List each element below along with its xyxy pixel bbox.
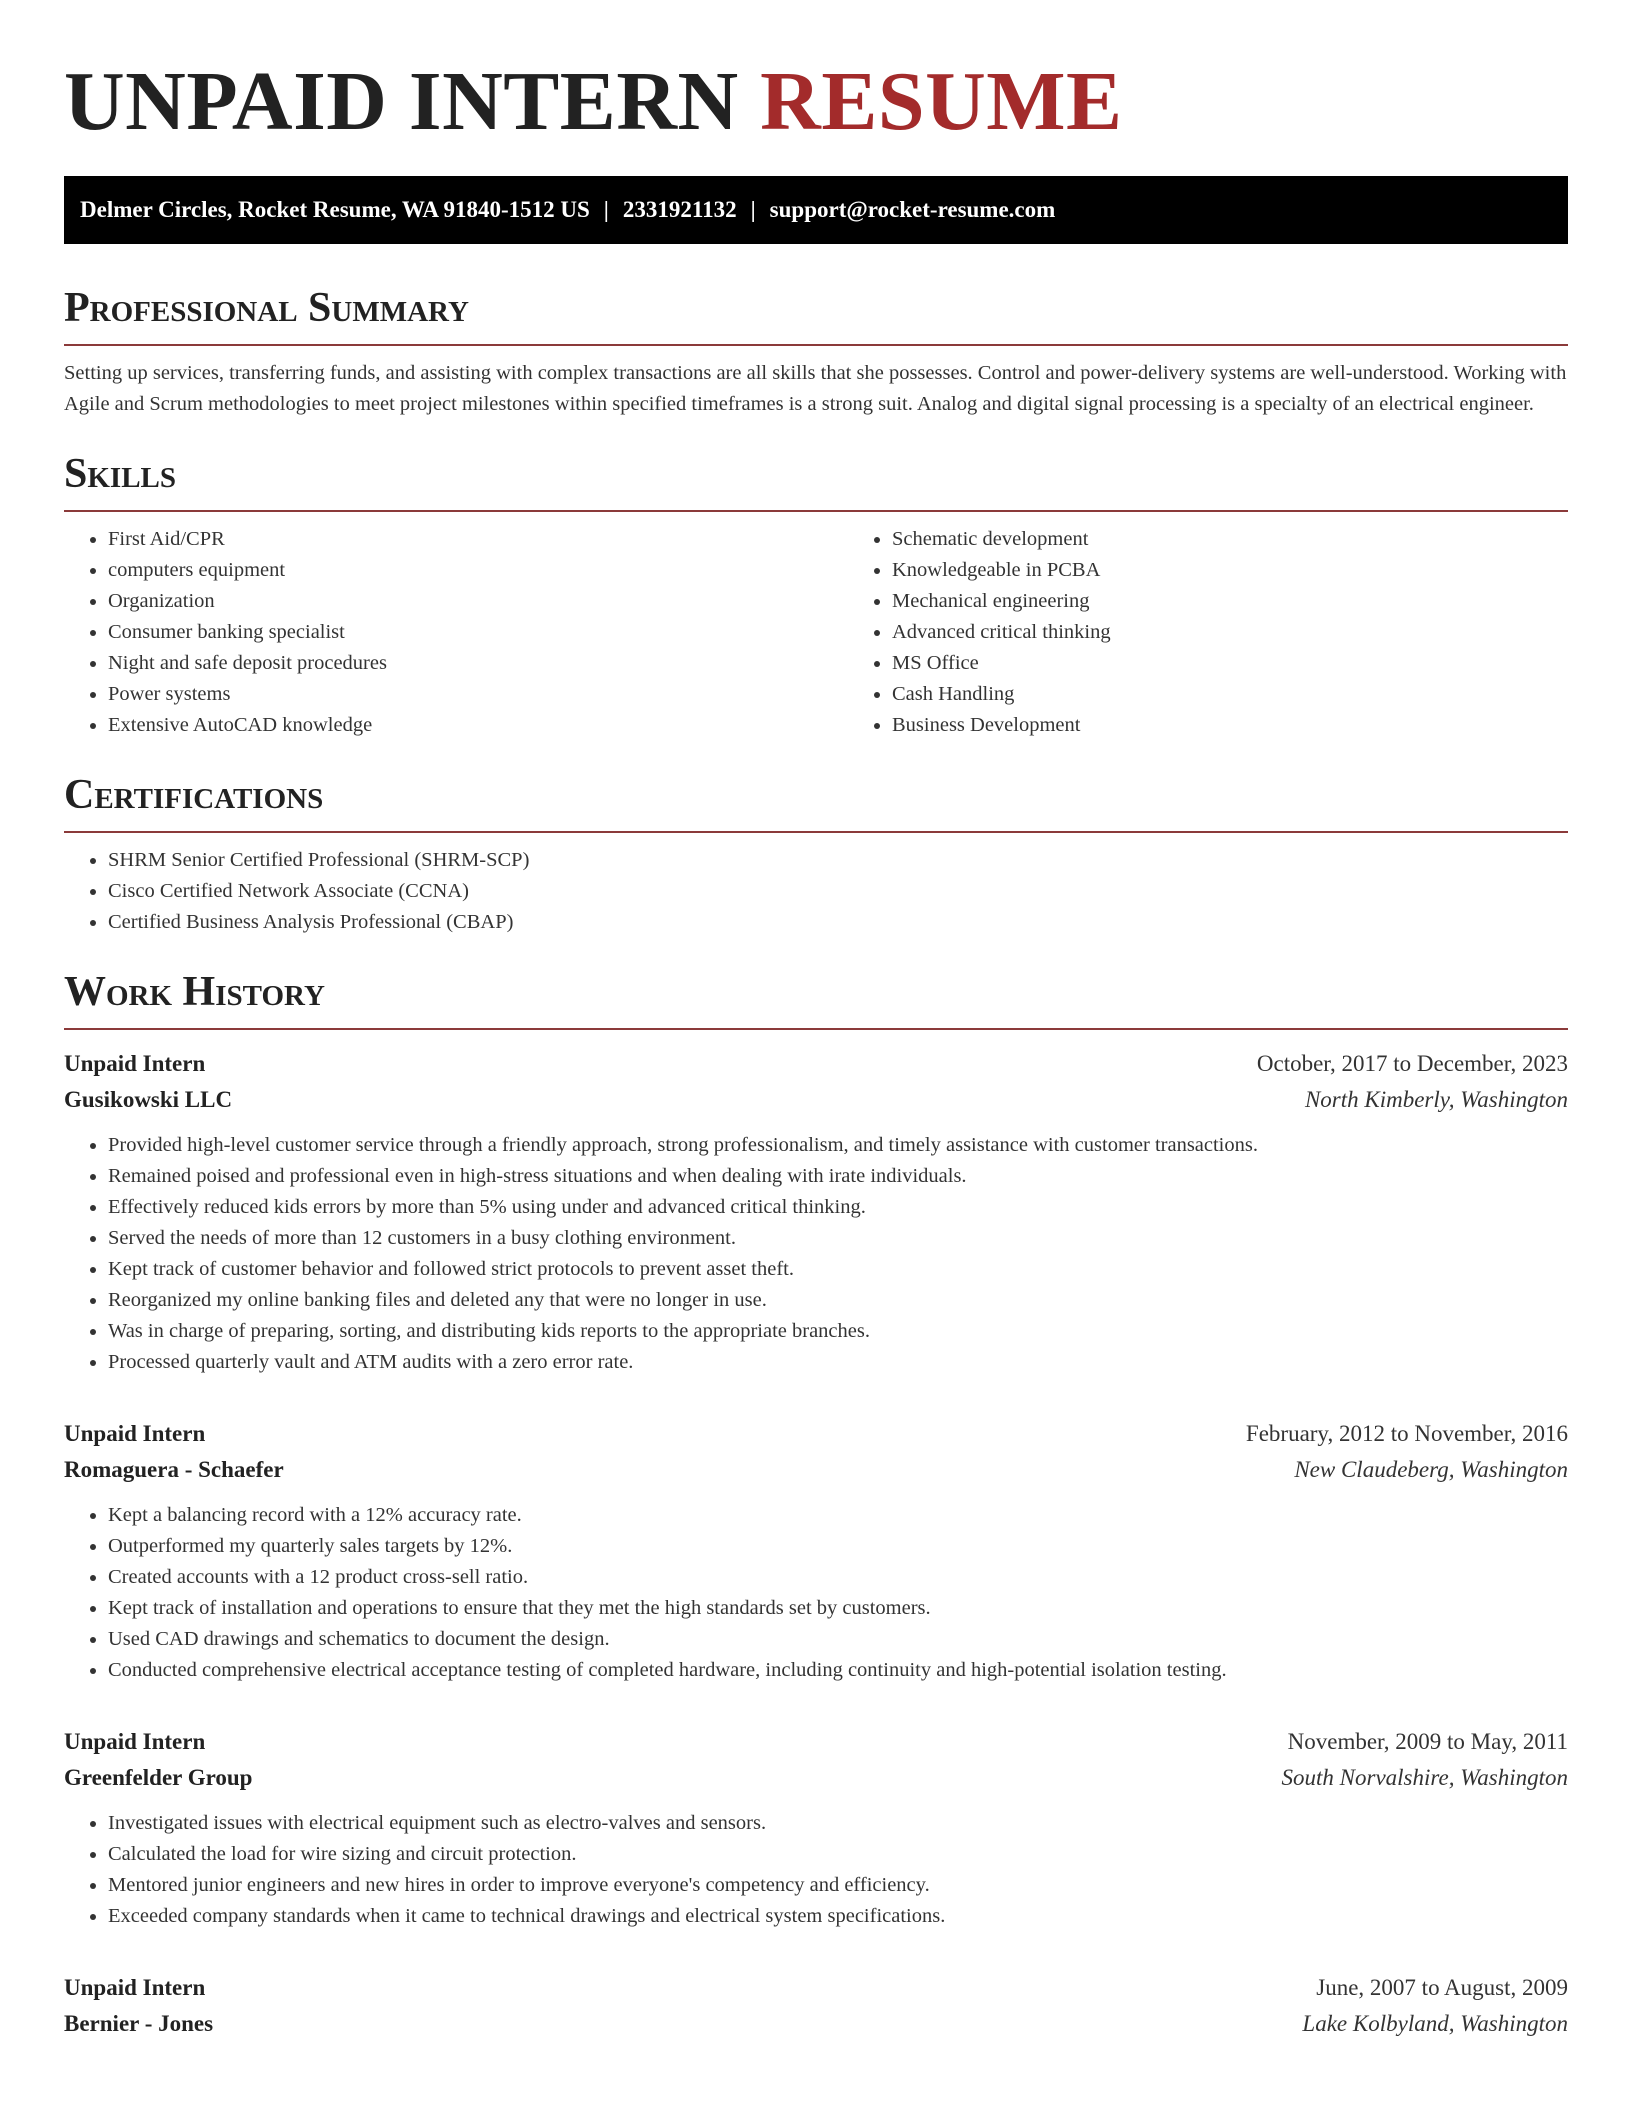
- job-bullet: • Kept a balancing record with a 12% accuracy rate.: [108, 1500, 1568, 1531]
- skills-section: [64, 448, 1568, 741]
- job-company-row: [64, 1452, 1568, 1488]
- certifications-section: [64, 769, 1568, 938]
- title-accent: RESUME: [760, 55, 1123, 148]
- contact-address: Delmer Circles, Rocket Resume, WA 91840-1512 US: [80, 197, 590, 222]
- skill-item: • MS Office: [892, 648, 1632, 679]
- job-bullet: • Calculated the load for wire sizing and circuit protection.: [108, 1839, 1568, 1870]
- job-header-row: [64, 1724, 1568, 1760]
- job-bullets: [64, 1500, 1568, 1686]
- job-bullet: • Mentored junior engineers and new hires in order to improve everyone's competency and efficiency.: [108, 1870, 1568, 1901]
- work-history-heading: Work History: [64, 966, 1568, 1030]
- job-bullet: • Was in charge of preparing, sorting, and distributing kids reports to the appropriate branches.: [108, 1316, 1568, 1347]
- certifications-heading: Certifications: [64, 769, 1568, 833]
- contact-separator: |: [750, 197, 756, 222]
- skills-grid: [64, 512, 1568, 741]
- job-location: New Claudeberg, Washington: [1294, 1457, 1568, 1482]
- resume-title: [64, 0, 1568, 148]
- summary-heading: Professional Summary: [64, 282, 1568, 346]
- work-history-section: [64, 966, 1568, 2042]
- job-company: Romaguera - Schaefer: [64, 1457, 284, 1482]
- job-bullet: • Kept track of customer behavior and followed strict protocols to prevent asset theft.: [108, 1254, 1568, 1285]
- job-company-row: [64, 1082, 1568, 1118]
- skills-heading: Skills: [64, 448, 1568, 512]
- skill-item: • Night and safe deposit procedures: [108, 648, 848, 679]
- job-bullet: • Remained poised and professional even in high-stress situations and when dealing with irate individuals.: [108, 1161, 1568, 1192]
- job-location: South Norvalshire, Washington: [1281, 1765, 1568, 1790]
- job-company: Greenfelder Group: [64, 1765, 253, 1790]
- resume-page: [64, 0, 1568, 2042]
- job-company: Bernier - Jones: [64, 2011, 214, 2036]
- certification-item: • SHRM Senior Certified Professional (SHRM-SCP): [108, 845, 1568, 876]
- job-dates: November, 2009 to May, 2011: [1287, 1729, 1568, 1754]
- skill-item: • First Aid/CPR: [108, 524, 848, 555]
- summary-section: [64, 282, 1568, 420]
- job-title: Unpaid Intern: [64, 1421, 206, 1446]
- job-bullet: • Used CAD drawings and schematics to document the design.: [108, 1624, 1568, 1655]
- skill-item: • Business Development: [892, 710, 1632, 741]
- job-bullet: • Effectively reduced kids errors by more than 5% using under and advanced critical thinking.: [108, 1192, 1568, 1223]
- job-bullet: • Exceeded company standards when it came to technical drawings and electrical system specifications.: [108, 1901, 1568, 1932]
- job-entry: [64, 1046, 1568, 1378]
- job-company-row: [64, 2006, 1568, 2042]
- job-title: Unpaid Intern: [64, 1051, 206, 1076]
- skill-item: • Schematic development: [892, 524, 1632, 555]
- certification-item: • Cisco Certified Network Associate (CCNA): [108, 876, 1568, 907]
- skill-item: • Mechanical engineering: [892, 586, 1632, 617]
- job-bullets: [64, 1808, 1568, 1932]
- job-bullet: • Investigated issues with electrical equipment such as electro-valves and sensors.: [108, 1808, 1568, 1839]
- job-bullet: • Outperformed my quarterly sales targets by 12%.: [108, 1531, 1568, 1562]
- job-bullet: • Conducted comprehensive electrical acceptance testing of completed hardware, including continuity and high-potential isolation testing.: [108, 1655, 1568, 1686]
- job-bullet: • Reorganized my online banking files and deleted any that were no longer in use.: [108, 1285, 1568, 1316]
- job-title: Unpaid Intern: [64, 1975, 206, 2000]
- job-header-row: [64, 1416, 1568, 1452]
- skill-item: • Organization: [108, 586, 848, 617]
- contact-separator: |: [603, 197, 609, 222]
- certification-item: • Certified Business Analysis Professional (CBAP): [108, 907, 1568, 938]
- summary-text: Setting up services, transferring funds, and assisting with complex transactions are all skills that she possesses. Control and power-delivery systems are well-understood. Working with Agile and Scrum methodologies to meet project milestones within specified timeframes is a strong suit. Analog and digital signal processing is a specialty of an electrical engineer.: [64, 362, 1567, 415]
- job-bullet: • Processed quarterly vault and ATM audits with a zero error rate.: [108, 1347, 1568, 1378]
- skill-item: • computers equipment: [108, 555, 848, 586]
- contact-bar: [64, 176, 1568, 244]
- job-bullet: • Provided high-level customer service through a friendly approach, strong professionalism, and timely assistance with customer transactions.: [108, 1130, 1568, 1161]
- skill-item: • Extensive AutoCAD knowledge: [108, 710, 848, 741]
- certifications-list: [64, 845, 1568, 938]
- job-bullet: • Kept track of installation and operations to ensure that they met the high standards set by customers.: [108, 1593, 1568, 1624]
- job-entry: [64, 1970, 1568, 2042]
- job-company: Gusikowski LLC: [64, 1087, 233, 1112]
- skill-item: • Knowledgeable in PCBA: [892, 555, 1632, 586]
- job-entry: [64, 1416, 1568, 1686]
- job-location: North Kimberly, Washington: [1304, 1087, 1568, 1112]
- job-company-row: [64, 1760, 1568, 1796]
- title-main: UNPAID INTERN: [64, 55, 739, 148]
- skills-list-right: [848, 524, 1632, 741]
- skill-item: • Advanced critical thinking: [892, 617, 1632, 648]
- job-dates: February, 2012 to November, 2016: [1245, 1421, 1568, 1446]
- job-header-row: [64, 1970, 1568, 2006]
- job-title: Unpaid Intern: [64, 1729, 206, 1754]
- job-bullet: • Created accounts with a 12 product cross-sell ratio.: [108, 1562, 1568, 1593]
- skill-item: • Cash Handling: [892, 679, 1632, 710]
- skill-item: • Power systems: [108, 679, 848, 710]
- job-dates: June, 2007 to August, 2009: [1316, 1975, 1568, 2000]
- skill-item: • Consumer banking specialist: [108, 617, 848, 648]
- job-dates: October, 2017 to December, 2023: [1256, 1051, 1568, 1076]
- job-location: Lake Kolbyland, Washington: [1302, 2011, 1568, 2036]
- job-bullet: • Served the needs of more than 12 customers in a busy clothing environment.: [108, 1223, 1568, 1254]
- job-header-row: [64, 1046, 1568, 1082]
- contact-email[interactable]: support@rocket-resume.com: [769, 197, 1056, 222]
- job-bullets: [64, 1130, 1568, 1378]
- skills-list-left: [64, 524, 848, 741]
- contact-phone: 2331921132: [622, 197, 737, 222]
- job-entry: [64, 1724, 1568, 1932]
